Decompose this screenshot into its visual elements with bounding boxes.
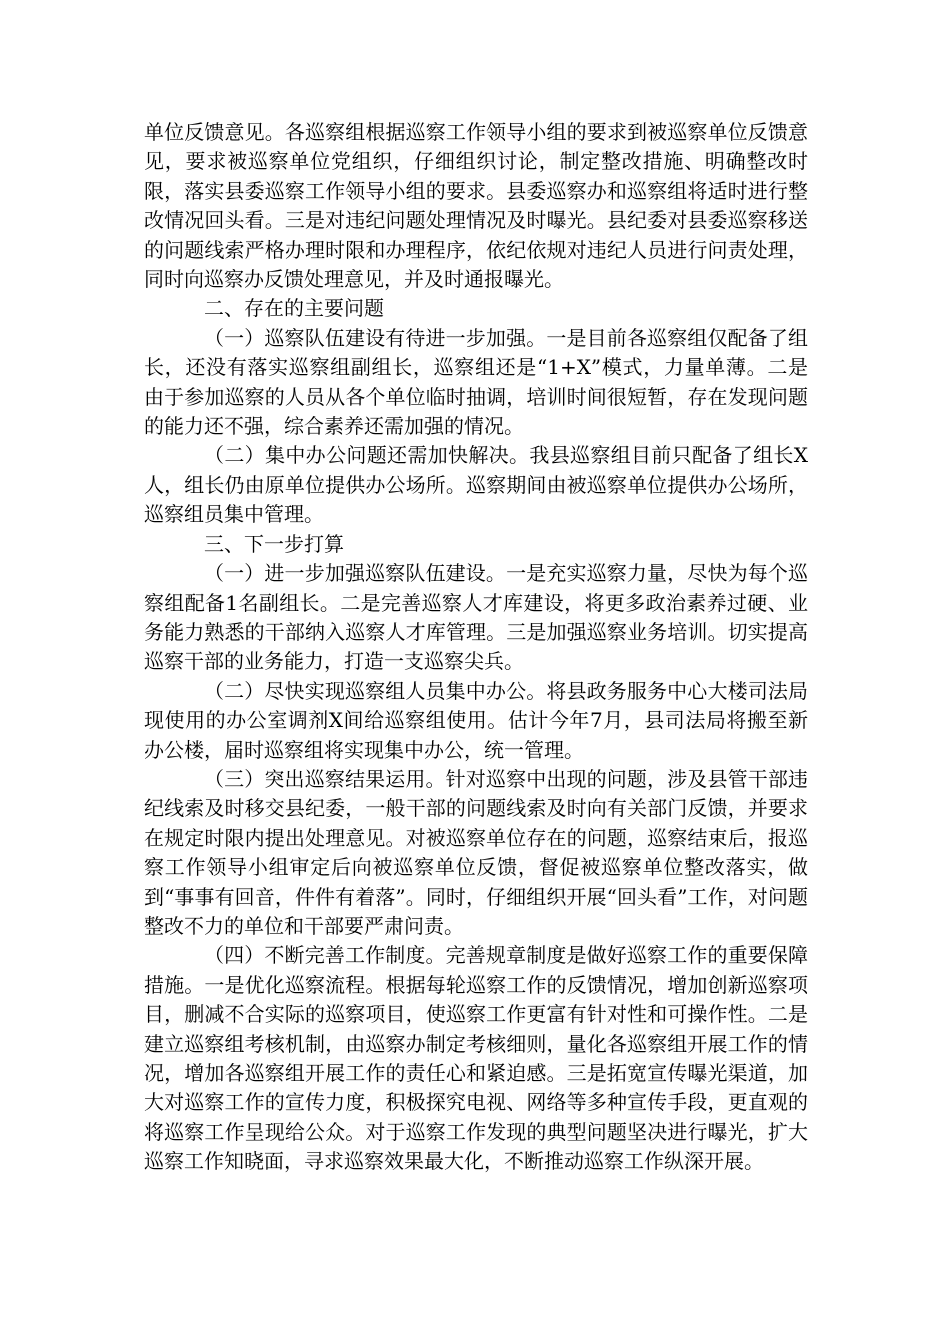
paragraph-problem-team-building: （一）巡察队伍建设有待进一步加强。一是目前各巡察组仅配备了组长，还没有落实巡察组副组长，巡察组还是“1+X”模式，力量单薄。二是由于参加巡察的人员从各个单位临时抽调，培训时间很短暂，存在发现问题的能力还不强，综合素养还需加强的情况。: [144, 325, 808, 439]
document-body: [144, 118, 808, 1177]
paragraph-plan-results-use: （三）突出巡察结果运用。针对巡察中出现的问题，涉及县管干部违纪线索及时移交县纪委，一般干部的问题线索及时向有关部门反馈，并要求在规定时限内提出处理意见。对被巡察单位存在的问题，巡察结束后，报巡察工作领导小组审定后向被巡察单位反馈，督促被巡察单位整改落实，做到“事事有回音，件件有着落”。同时，仔细组织开展“回头看”工作，对问题整改不力的单位和干部要严肃问责。: [144, 766, 808, 938]
paragraph-plan-team-building: （一）进一步加强巡察队伍建设。一是充实巡察力量，尽快为每个巡察组配备1名副组长。二是完善巡察人才库建设，将更多政治素养过硬、业务能力熟悉的干部纳入巡察人才库管理。三是加强巡察业务培训。切实提高巡察干部的业务能力，打造一支巡察尖兵。: [144, 561, 808, 674]
section-heading-next-steps: 三、下一步打算: [204, 531, 344, 556]
paragraph-problem-office: （二）集中办公问题还需加快解决。我县巡察组目前只配备了组长X人，组长仍由原单位提供办公场所。巡察期间由被巡察单位提供办公场所，巡察组员集中管理。: [144, 443, 808, 527]
section-heading-main-problems: 二、存在的主要问题: [204, 296, 384, 321]
paragraph-continued-feedback: 单位反馈意见。各巡察组根据巡察工作领导小组的要求到被巡察单位反馈意见，要求被巡察单位党组织，仔细组织讨论，制定整改措施、明确整改时限，落实县委巡察工作领导小组的要求。县委巡察办和巡察组将适时进行整改情况回头看。三是对违纪问题处理情况及时曝光。县纪委对县委巡察移送的问题线索严格办理时限和办理程序，依纪依规对违纪人员进行问责处理，同时向巡察办反馈处理意见，并及时通报曝光。: [144, 120, 808, 292]
paragraph-plan-office: （二）尽快实现巡察组人员集中办公。将县政务服务中心大楼司法局现使用的办公室调剂X间给巡察组使用。估计今年7月，县司法局将搬至新办公楼，届时巡察组将实现集中办公，统一管理。: [144, 678, 808, 762]
paragraph-plan-work-system: （四）不断完善工作制度。完善规章制度是做好巡察工作的重要保障措施。一是优化巡察流程。根据每轮巡察工作的反馈情况，增加创新巡察项目，删减不合实际的巡察项目，使巡察工作更富有针对性和可操作性。二是建立巡察组考核机制，由巡察办制定考核细则，量化各巡察组开展工作的情况，增加各巡察组开展工作的责任心和紧迫感。三是拓宽宣传曝光渠道，加大对巡察工作的宣传力度，积极探究电视、网络等多种宣传手段，更直观的将巡察工作呈现给公众。对于巡察工作发现的典型问题坚决进行曝光，扩大巡察工作知晓面，寻求巡察效果最大化，不断推动巡察工作纵深开展。: [144, 943, 808, 1174]
